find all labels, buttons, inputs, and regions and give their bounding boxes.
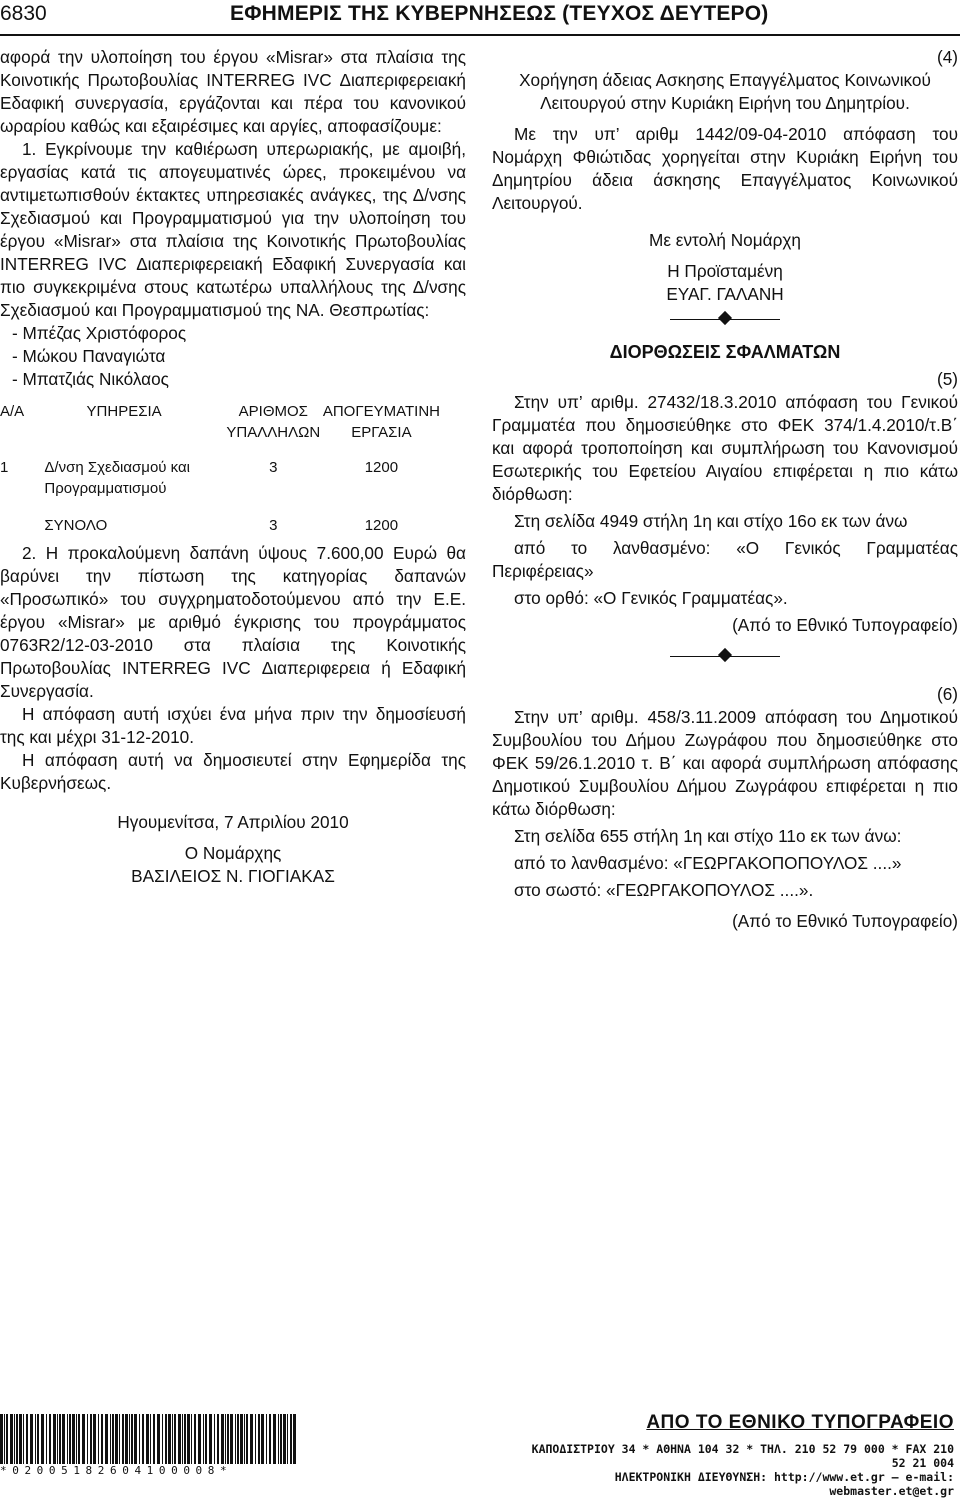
- overtime-table: [0, 401, 440, 536]
- correction-location: Στη σελίδα 655 στήλη 1η και στίχο 11ο εκ των άνω:: [514, 826, 902, 846]
- item-1-paragraph: 1. Εγκρίνουμε την καθιέρωση υπερωριακής, με αμοιβή, εργασίας κατά τις απογευματινές ώρες, προκειμένου να αντιμετωπισθούν έκτακτες υπηρεσιακές ανάγκες, της Δ/νσης Σχεδιασμού και Προγραμματισμού για την υλοποίηση του έργου «Misrar» στα πλαίσια της Κοινοτικής Πρωτοβουλίας INTERREG IVC Διαπεριφερειακή Εδαφική Συνεργασία και πιο συγκεκριμένα στους κατωτέρω υπαλλήλους της Δ/νσης Σχεδιασμού και Προγραμματισμού της ΝΑ. Θεσπρωτίας:: [0, 139, 466, 320]
- intro-paragraph: αφορά την υλοποίηση του έργου «Misrar» στα πλαίσια της Κοινοτικής Πρωτοβουλίας INTERREG IVC Διαπεριφερειακή Εδαφική συνεργασία, εργάζονται και πέρα του κανονικού ωραρίου καθώς και εξαιρέσιμες και αργίες, αποφασίζουμε:: [0, 47, 466, 136]
- table-header-row: [0, 401, 440, 443]
- table-cell: 1200: [364, 459, 399, 476]
- correction-right: στο ορθό: «Ο Γενικός Γραμματέας».: [514, 588, 788, 608]
- employee-list: [0, 322, 466, 391]
- section-heading: Χορήγηση άδειας Ασκησης Επαγγέλματος Κοινωνικού Λειτουργού στην Κυριάκη Ειρήνη του Δημητρίου.: [519, 70, 931, 113]
- source-note: (Από το Εθνικό Τυπογραφείο): [732, 615, 958, 635]
- correction-wrong: από το λανθασμένο: «ΓΕΩΡΓΑΚΟΠΟΠΟΥΛΟΣ ....»: [514, 853, 902, 873]
- section-4-text: Με την υπ’ αριθμ 1442/09-04-2010 απόφαση του Νομάρχη Φθιώτιδας χορηγείται στην Κυριάκη Ειρήνη του Δημητρίου άδεια άσκησης Επαγγέλματος Κοινωνικού Λειτουργού.: [492, 124, 958, 213]
- publisher-name: ΑΠΟ ΤΟ ΕΘΝΙΚΟ ΤΥΠΟΓΡΑΦΕΙΟ: [646, 1412, 954, 1433]
- publisher-web: ΗΛΕΚΤΡΟΝΙΚΗ ΔΙΕΥΘΥΝΣΗ: http://www.et.gr — e-mail: webmaster.et@et.gr: [614, 1470, 954, 1498]
- table-cell: 1: [0, 459, 9, 476]
- publisher-footer: [514, 1412, 954, 1498]
- section-number: (6): [936, 684, 958, 704]
- page-header: [0, 0, 960, 34]
- item-2-paragraph: 2. Η προκαλούμενη δαπάνη ύψους 7.600,00 Ευρώ θα βαρύνει την πίστωση της κατηγορίας δαπανών «Προσωπικό» του συγχρηματοδοτούμενου από την Ε.Ε. έργου «Misrar» με αριθμό έγκρισης του προγράμματος 0763R2/12-03-2010 στα πλαίσια της Κοινοτικής Πρωτοβουλίας INTERREG IVC Διαπεριφερεια ή Εδαφική Συνεργασία.: [0, 543, 466, 701]
- table-cell: 1200: [364, 517, 399, 534]
- publish-paragraph: Η απόφαση αυτή να δημοσιευτεί στην Εφημερίδα της Κυβερνήσεως.: [0, 750, 466, 793]
- right-column: [492, 46, 958, 933]
- left-column: [0, 46, 466, 888]
- table-header-cell: ΑΡΙΘΜΟΣ ΥΠΑΛΛΗΛΩΝ: [226, 403, 321, 441]
- table-header-cell: ΥΠΗΡΕΣΙΑ: [86, 403, 162, 420]
- table-header-cell: ΑΠΟΓΕΥΜΑΤΙΝΗ ΕΡΓΑΣΙΑ: [322, 403, 440, 441]
- validity-paragraph: Η απόφαση αυτή ισχύει ένα μήνα πριν την δημοσίευσή της και μέχρι 31-12-2010.: [0, 704, 466, 747]
- page-number: 6830: [0, 2, 47, 25]
- section-number: (4): [936, 47, 958, 67]
- errata-title: ΔΙΟΡΘΩΣΕΙΣ ΣΦΑΛΜΑΤΩΝ: [609, 342, 841, 362]
- order-line: Με εντολή Νομάρχη: [649, 230, 801, 250]
- list-item: - Μπέζας Χριστόφορος: [12, 323, 187, 343]
- table-cell: 3: [269, 517, 278, 534]
- place-date: Ηγουμενίτσα, 7 Απριλίου 2010: [117, 812, 349, 832]
- correction-wrong: από το λανθασμένο: «Ο Γενικός Γραμματέας Περιφέρειας»: [492, 538, 958, 581]
- barcode-digits: *02005182604100008*: [0, 1464, 233, 1477]
- section-number: (5): [936, 369, 958, 389]
- head-title: Η Προϊσταμένη: [667, 261, 783, 281]
- head-name: ΕΥΑΓ. ΓΑΛΑΝΗ: [666, 284, 784, 304]
- signer-name: ΒΑΣΙΛΕΙΟΣ Ν. ΓΙΟΓΙΑΚΑΣ: [131, 866, 335, 886]
- list-item: - Μώκου Παναγιώτα: [12, 346, 166, 366]
- table-row: [0, 443, 440, 499]
- section-6-text: Στην υπ’ αριθμ. 458/3.11.2009 απόφαση του Δημοτικού Συμβουλίου του Δήμου Ζωγράφου που δημοσιεύθηκε στο ΦΕΚ 59/26.1.2010 τ. Β΄ και αφορά συμπλήρωση απόφασης Δημοτικού Συμβουλίου Δήμου Ζωγράφου επιφέρεται η πιο κάτω διόρθωση:: [492, 707, 958, 819]
- correction-right: στο σωστό: «ΓΕΩΡΓΑΚΟΠΟΥΛΟΣ ....».: [514, 880, 814, 900]
- separator: [670, 310, 780, 330]
- source-note: (Από το Εθνικό Τυπογραφείο): [732, 911, 958, 931]
- header-rule: [0, 34, 960, 36]
- separator: [670, 647, 780, 667]
- barcode-image: [0, 1414, 300, 1464]
- correction-location: Στη σελίδα 4949 στήλη 1η και στίχο 16ο εκ των άνω: [514, 511, 908, 531]
- signer-title: Ο Νομάρχης: [184, 843, 282, 863]
- section-5-text: Στην υπ’ αριθμ. 27432/18.3.2010 απόφαση του Γενικού Γραμματέα που δημοσιεύθηκε στο ΦΕΚ 374/1.4.2010/τ.Β΄ και αφορά τροποποίηση και συμπλήρωση του Κανονισμού Εσωτερικής του Εφετείου Αιγαίου επιφέρεται η πιο κάτω διόρθωση:: [492, 392, 958, 504]
- table-header-cell: Α/Α: [0, 403, 25, 420]
- publisher-address: ΚΑΠΟΔΙΣΤΡΙΟΥ 34 * ΑΘΗΝΑ 104 32 * ΤΗΛ. 210 52 79 000 * FAX 210 52 21 004: [531, 1442, 954, 1470]
- table-cell: ΣΥΝΟΛΟ: [44, 517, 108, 534]
- table-cell: 3: [269, 459, 278, 476]
- gazette-title: ΕΦΗΜΕΡΙΣ ΤΗΣ ΚΥΒΕΡΝΗΣΕΩΣ (ΤΕΥΧΟΣ ΔΕΥΤΕΡΟ): [230, 2, 769, 25]
- list-item: - Μπατζιάς Νικόλαος: [12, 369, 169, 389]
- table-cell: Δ/νση Σχεδιασμού και Προγραμματισμού: [44, 459, 190, 497]
- table-total-row: [0, 499, 440, 536]
